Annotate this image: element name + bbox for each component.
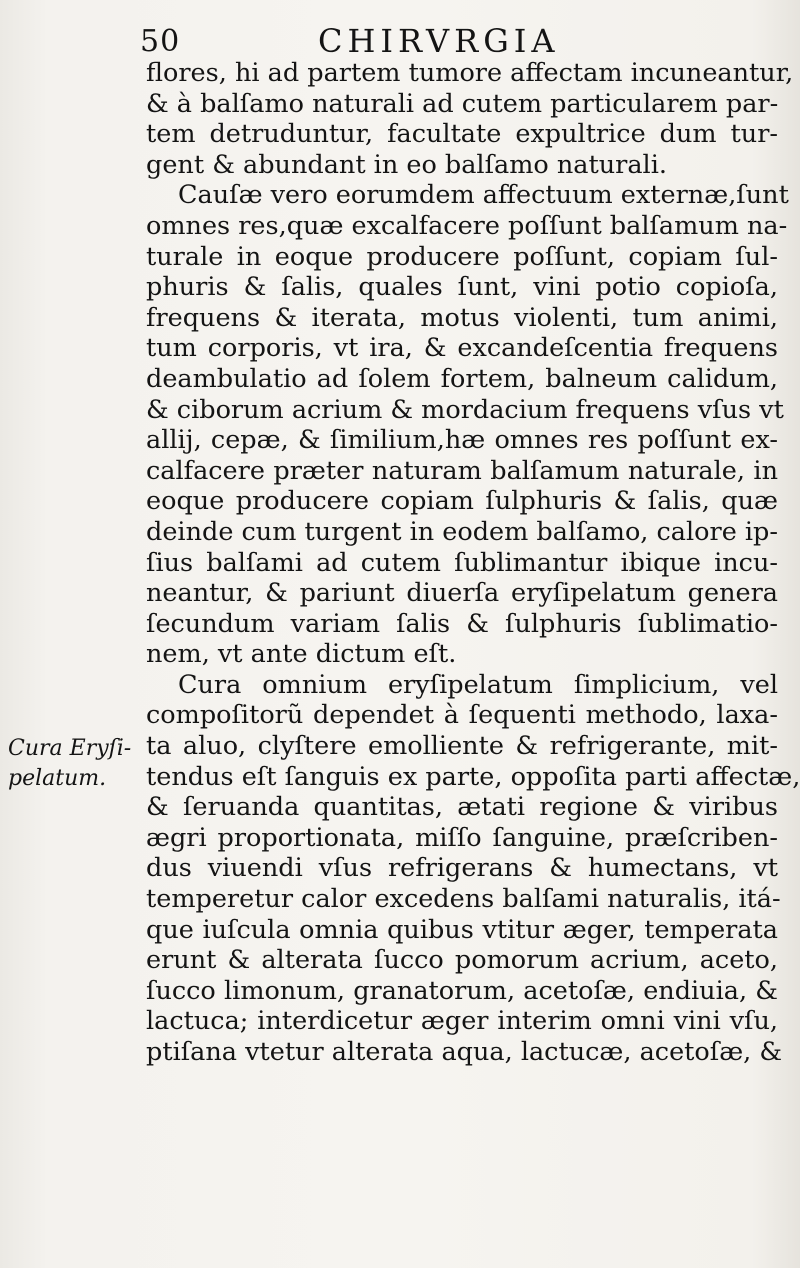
margin-note-line: Cura Eryſi- bbox=[8, 736, 132, 761]
text-line: ægri proportionata, miſſo ſanguine, præſcriben- bbox=[146, 822, 778, 853]
text-line: turale in eoque producere poſſunt, copiam ſul- bbox=[146, 241, 778, 272]
paragraph bbox=[146, 669, 800, 1068]
text-line: deambulatio ad ſolem fortem, balneum calidum, bbox=[146, 363, 778, 394]
text-line: flores, hi ad partem tumore affectam incuneantur, bbox=[146, 58, 794, 88]
text-line: compoſitorũ dependet à ſequenti methodo, laxa- bbox=[146, 700, 778, 731]
text-line: frequens & iterata, motus violenti, tum animi, bbox=[146, 302, 778, 333]
page-header bbox=[140, 18, 760, 62]
text-line: nem, vt ante dictum eſt. bbox=[146, 639, 457, 670]
text-line: tem detruduntur, facultate expultrice dum tur- bbox=[146, 119, 778, 150]
text-line: & à balſamo naturali ad cutem particularem par- bbox=[146, 88, 779, 119]
text-line: Cauſæ vero eorumdem affectuum externæ,ſunt bbox=[178, 180, 789, 211]
text-line: ſucco limonum, granatorum, acetoſæ, endiuia, & bbox=[146, 975, 778, 1006]
text-line: & ciborum acrium & mordacium frequens vſus vt bbox=[146, 394, 784, 425]
text-line: gent & abundant in eo balſamo naturali. bbox=[146, 149, 667, 180]
text-line: deinde cum turgent in eodem balſamo, calore ip- bbox=[146, 516, 778, 547]
text-line: lactuca; interdicetur æger interim omni vini vſu, bbox=[146, 1006, 778, 1037]
text-line: neantur, & pariunt diuerſa eryſipelatum genera bbox=[146, 578, 778, 609]
text-line: ſecundum variam ſalis & ſulphuris ſublimatio- bbox=[146, 608, 778, 639]
text-line: & ſeruanda quantitas, ætati regione & viribus bbox=[146, 792, 778, 823]
text-line: phuris & ſalis, quales ſunt, vini potio copioſa, bbox=[146, 272, 778, 303]
text-line: Cura omnium eryſipelatum ſimplicium, vel bbox=[178, 669, 778, 700]
margin-note-line: pelatum. bbox=[8, 766, 107, 791]
page-number: 50 bbox=[140, 24, 181, 59]
body-text bbox=[146, 58, 800, 1068]
running-title: CHIRVRGIA bbox=[318, 22, 560, 60]
paragraph bbox=[146, 180, 789, 670]
text-line: tendus eſt ſanguis ex parte, oppoſita parti affectæ, bbox=[146, 761, 800, 792]
text-line: ptiſana vtetur alterata aqua, lactucæ, acetoſæ, & bbox=[146, 1037, 783, 1067]
text-line: ta aluo, clyſtere emolliente & refrigerante, mit- bbox=[146, 731, 778, 762]
text-line: dus viuendi vſus refrigerans & humectans, vt bbox=[146, 853, 778, 884]
paragraph bbox=[146, 58, 794, 180]
text-line: omnes res,quæ excalfacere poſſunt balſamum na- bbox=[146, 210, 788, 241]
text-line: ſius balſami ad cutem ſublimantur ibique incu- bbox=[146, 547, 778, 578]
text-line: temperetur calor excedens balſami naturalis, itá- bbox=[146, 884, 781, 915]
text-line: erunt & alterata ſucco pomorum acrium, aceto, bbox=[146, 945, 778, 976]
text-line: eoque producere copiam ſulphuris & ſalis, quæ bbox=[146, 486, 778, 517]
margin-note bbox=[8, 734, 148, 794]
text-line: tum corporis, vt ira, & excandeſcentia frequens bbox=[146, 333, 778, 364]
text-line: calfacere præter naturam balſamum naturale, in bbox=[146, 455, 778, 486]
text-line: allij, cepæ, & ſimilium,hæ omnes res poſſunt ex- bbox=[146, 425, 778, 456]
text-line: que iuſcula omnia quibus vtitur æger, temperata bbox=[146, 914, 778, 945]
